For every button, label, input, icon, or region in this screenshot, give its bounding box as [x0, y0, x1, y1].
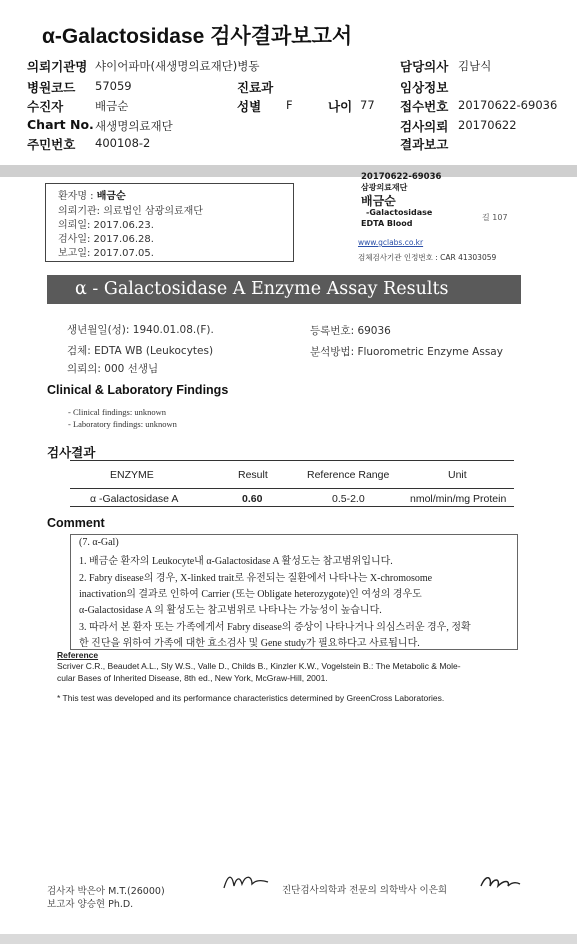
clinical-item: - Clinical findings: unknown — [68, 407, 166, 417]
header-value: 김남식 — [458, 59, 492, 73]
physician-signature-icon — [478, 872, 522, 898]
comment-heading: Comment — [47, 516, 105, 530]
separator-band — [0, 165, 577, 177]
header-label: 의뢰기관명 — [27, 59, 88, 74]
comment-line: α-Galactosidase A 의 활성도는 참고범위로 나타나는 가능성이 높습니다. — [79, 605, 382, 616]
comment-box — [70, 534, 518, 650]
header-value: 20170622-69036 — [458, 98, 558, 112]
report-title: α-Galactosidase 검사결과보고서 — [42, 25, 353, 48]
patient-line: 보고일: 2017.07.05. — [58, 248, 154, 259]
lab-cert-number: 검체검사기관 인정번호 : CAR 41303059 — [358, 253, 497, 262]
comment-line: 3. 따라서 본 환자 또는 가족에게서 Fabry disease의 증상이 나타나거나 의심스러운 경우, 정확 — [79, 622, 471, 633]
table-header-rule — [70, 488, 514, 489]
reporter-signature-line: 보고자 양승현 Ph.D. — [47, 899, 134, 910]
patient-name-row — [58, 187, 126, 202]
patient-line: 의뢰일: 2017.06.23. — [58, 220, 154, 231]
header-value: 샤이어파마(새생명의료재단)병동 — [95, 59, 260, 73]
handwritten-signature-icon — [222, 870, 270, 898]
col-reference: Reference Range — [307, 469, 390, 481]
patient-line: 검사일: 2017.06.28. — [58, 234, 154, 245]
cell-unit: nmol/min/mg Protein — [410, 493, 507, 505]
cell-reference: 0.5-2.0 — [332, 493, 365, 505]
header-label: 접수번호 — [400, 99, 449, 114]
header-label: 임상정보 — [400, 80, 449, 95]
specimen-test: -Galactosidase — [366, 208, 433, 217]
comment-line: (7. α-Gal) — [79, 537, 119, 548]
reference-line: Scriver C.R., Beaudet A.L., Sly W.S., Valle D., Childs B., Kinzler K.W., Vogelstein B.: The Metabolic & Mole- — [57, 661, 461, 671]
specimen-org: 삼광의료재단 — [361, 183, 408, 192]
banner-title: α - Galactosidase A Enzyme Assay Results — [75, 279, 449, 299]
header-label: 병원코드 — [27, 80, 76, 95]
table-top-rule — [70, 460, 514, 461]
info-sample: 검체: EDTA WB (Leukocytes) — [67, 345, 214, 357]
clinical-heading: Clinical & Laboratory Findings — [47, 383, 229, 397]
info-registration: 등록번호: 69036 — [310, 325, 391, 337]
header-value: 77 — [360, 98, 375, 112]
header-label: Chart No. — [27, 117, 94, 132]
results-heading: 검사결과 — [47, 446, 96, 460]
col-result: Result — [238, 469, 268, 481]
patient-name: 배금순 — [96, 191, 126, 202]
header-label: 성별 — [237, 99, 262, 114]
header-label: 수진자 — [27, 99, 64, 114]
header-value: 20170622 — [458, 118, 517, 132]
header-value: 400108-2 — [95, 136, 151, 150]
reference-note: * This test was developed and its performance characteristics determined by GreenCross Laboratories. — [57, 693, 445, 703]
specimen-code: 20170622-69036 — [361, 172, 442, 182]
cell-result: 0.60 — [242, 493, 263, 505]
info-dob: 생년월일(성): 1940.01.08.(F). — [67, 324, 214, 336]
col-enzyme: ENZYME — [110, 469, 154, 481]
info-method: 분석방법: Fluorometric Enzyme Assay — [310, 346, 503, 358]
physician-certification: 진단검사의학과 전문의 의학박사 이은희 — [282, 885, 448, 896]
header-value: F — [286, 98, 293, 112]
patient-name-label: 환자명 : — [58, 191, 94, 202]
header-value: 배금순 — [95, 99, 129, 113]
clinical-item: - Laboratory findings: unknown — [68, 419, 177, 429]
specimen-sample: EDTA Blood — [361, 219, 413, 228]
lab-website-link[interactable]: www.gclabs.co.kr — [358, 238, 424, 247]
reference-heading: Reference — [57, 650, 99, 660]
comment-line: 2. Fabry disease의 경우, X-linked trait로 유전되는 질환에서 나타나는 X-chromosome — [79, 573, 433, 584]
specimen-side: 길 107 — [482, 213, 508, 222]
results-banner — [47, 275, 521, 304]
cell-enzyme: α -Galactosidase A — [90, 493, 179, 505]
specimen-name: 배금순 — [361, 194, 396, 208]
header-label: 주민번호 — [27, 137, 76, 152]
comment-line: 한 진단을 위하여 가족에 대한 효소검사 및 Gene study가 필요하다고 사료됩니다. — [79, 638, 420, 649]
header-value: 새생명의료재단 — [95, 119, 173, 133]
header-label: 나이 — [328, 99, 353, 114]
info-doctor: 의뢰의: 000 선생님 — [67, 363, 159, 375]
patient-line: 의뢰기관: 의료법인 삼광의료재단 — [58, 206, 203, 217]
header-label: 진료과 — [237, 80, 274, 95]
col-unit: Unit — [448, 469, 467, 481]
tester-signature-line: 검사자 박은아 M.T.(26000) — [47, 886, 165, 897]
comment-line: inactivation의 결과로 인하여 Carrier (또는 Obligate heterozygote)인 여성의 경우도 — [79, 589, 422, 600]
header-value: 57059 — [95, 79, 132, 93]
table-bottom-rule — [70, 506, 514, 507]
comment-line: 1. 배금순 환자의 Leukocyte내 α-Galactosidase A 활성도는 참고범위입니다. — [79, 556, 393, 567]
bottom-band — [0, 934, 577, 944]
header-label: 담당의사 — [400, 59, 449, 74]
header-label: 검사의뢰 — [400, 119, 449, 134]
reference-line: cular Bases of Inherited Disease, 8th ed., New York, McGraw-Hill, 2001. — [57, 673, 328, 683]
header-label: 결과보고 — [400, 137, 449, 152]
patient-box — [45, 183, 294, 262]
